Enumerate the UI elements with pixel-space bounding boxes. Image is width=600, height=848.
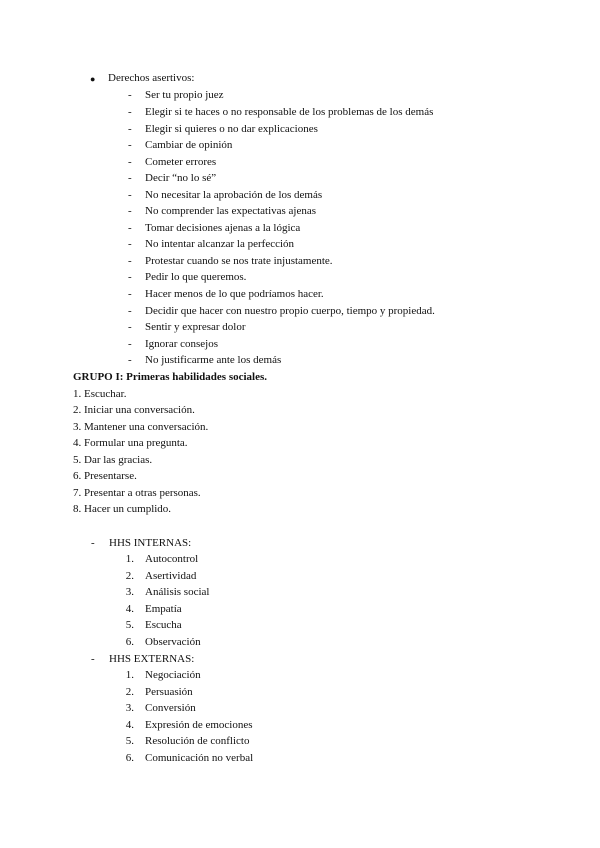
list-item: Sentir y expresar dolor (145, 321, 246, 333)
list-item: Decir “no lo sé” (145, 172, 217, 184)
list-item: Persuasión (145, 686, 193, 698)
dash-marker: - (128, 288, 132, 300)
list-item: No comprender las expectativas ajenas (145, 205, 317, 217)
list-number: 3. (125, 586, 134, 598)
list-item: No necesitar la aprobación de los demás (145, 189, 323, 201)
list-item: Hacer menos de lo que podríamos hacer. (145, 288, 324, 300)
list-item: Observación (145, 636, 201, 648)
list-item: 8. Hacer un cumplido. (73, 503, 172, 515)
dash-marker: - (128, 238, 132, 250)
dash-marker: - (91, 653, 95, 665)
list-item: Empatía (145, 603, 182, 615)
list-number: 4. (125, 719, 134, 731)
dash-marker: - (128, 338, 132, 350)
list-number: 3. (125, 702, 134, 714)
list-item: 4. Formular una pregunta. (73, 437, 188, 449)
dash-marker: - (128, 305, 132, 317)
list-item: Cambiar de opinión (145, 139, 233, 151)
dash-marker: - (128, 123, 132, 135)
dash-marker: - (128, 205, 132, 217)
list-item: Decidir que hacer con nuestro propio cuerpo, tiempo y propiedad. (145, 305, 435, 317)
group1-title: GRUPO I: Primeras habilidades sociales. (73, 371, 268, 383)
list-item: Protestar cuando se nos trate injustamente. (145, 255, 333, 267)
dash-marker: - (128, 106, 132, 118)
dash-marker: - (128, 354, 132, 366)
list-number: 1. (125, 553, 134, 565)
list-number: 5. (125, 619, 134, 631)
list-item: Pedir lo que queremos. (145, 271, 247, 283)
list-item: Ser tu propio juez (145, 89, 224, 101)
list-item: 3. Mantener una conversación. (73, 421, 209, 433)
list-item: Expresión de emociones (145, 719, 253, 731)
list-item: 7. Presentar a otras personas. (73, 487, 201, 499)
list-item: 2. Iniciar una conversación. (73, 404, 195, 416)
hhs-internas-title: HHS INTERNAS: (109, 537, 192, 549)
list-item: Elegir si quieres o no dar explicaciones (145, 123, 318, 135)
list-number: 6. (125, 636, 134, 648)
dash-marker: - (128, 321, 132, 333)
dash-marker: - (128, 156, 132, 168)
dash-marker: - (128, 271, 132, 283)
list-number: 1. (125, 669, 134, 681)
list-item: Ignorar consejos (145, 338, 219, 350)
bullet-icon: ● (90, 74, 96, 84)
list-item: Tomar decisiones ajenas a la lógica (145, 222, 301, 234)
hhs-externas-title: HHS EXTERNAS: (109, 653, 195, 665)
list-item: Elegir si te haces o no responsable de los problemas de los demás (145, 106, 434, 118)
list-number: 2. (125, 686, 134, 698)
dash-marker: - (91, 537, 95, 549)
list-item: 1. Escuchar. (73, 388, 127, 400)
dash-marker: - (128, 172, 132, 184)
list-item: 6. Presentarse. (73, 470, 137, 482)
assertive-rights-title: Derechos asertivos: (108, 72, 195, 84)
dash-marker: - (128, 222, 132, 234)
dash-marker: - (128, 89, 132, 101)
list-item: Cometer errores (145, 156, 217, 168)
list-item: 5. Dar las gracias. (73, 454, 153, 466)
dash-marker: - (128, 189, 132, 201)
list-item: Comunicación no verbal (145, 752, 254, 764)
list-item: Escucha (145, 619, 182, 631)
list-number: 2. (125, 570, 134, 582)
dash-marker: - (128, 139, 132, 151)
list-item: Negociación (145, 669, 201, 681)
list-item: Resolución de conflicto (145, 735, 250, 747)
list-number: 6. (125, 752, 134, 764)
list-item: Asertividad (145, 570, 197, 582)
list-item: Análisis social (145, 586, 210, 598)
list-item: Conversión (145, 702, 196, 714)
list-item: No justificarme ante los demás (145, 354, 282, 366)
dash-marker: - (128, 255, 132, 267)
list-item: No intentar alcanzar la perfección (145, 238, 295, 250)
list-number: 4. (125, 603, 134, 615)
list-item: Autocontrol (145, 553, 199, 565)
list-number: 5. (125, 735, 134, 747)
